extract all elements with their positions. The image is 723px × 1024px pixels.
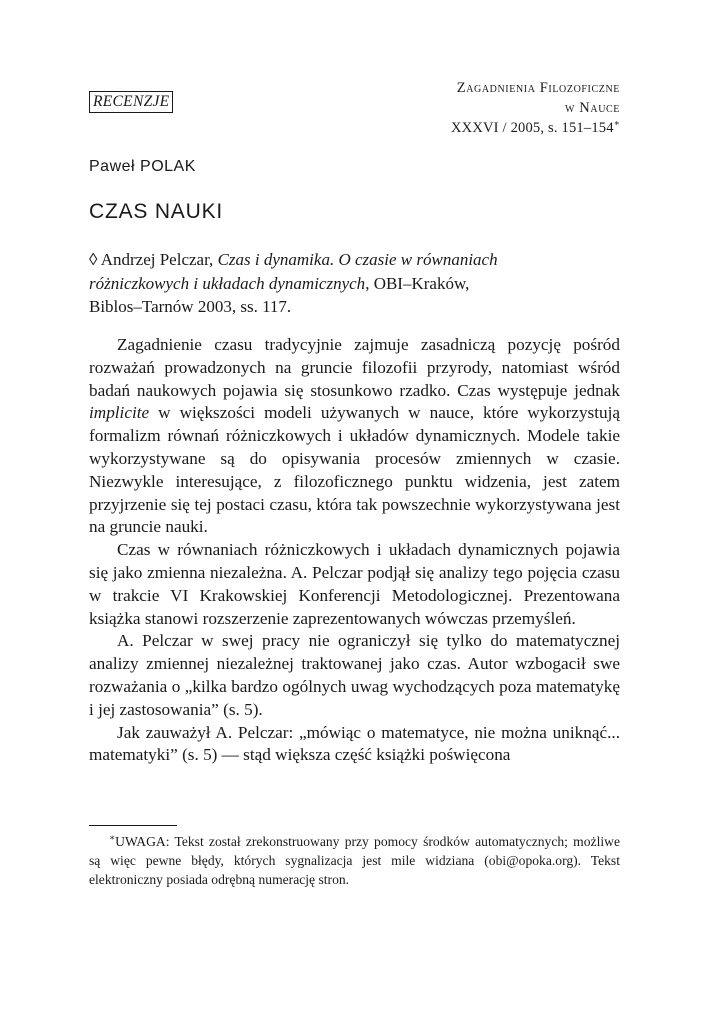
journal-name-line2: w Nauce — [565, 100, 620, 116]
reference-title-line2: różniczkowych i układach dynamicznych — [89, 273, 366, 293]
paragraph-2: Czas w równaniach różniczkowych i układach dynamicznych pojawia się jako zmienna niezależna. A. Pelczar podjął się analizy tego pojęcia czasu w trakcie VI Krakowskiej Konferencji Metodologicznej. Prezentowana książka stanowi rozszerzenie zaprezentowanych wówczas przemyśleń. — [89, 540, 620, 628]
paragraph-1-italic: implicite — [89, 403, 150, 423]
footnote-divider — [89, 825, 177, 826]
footnote — [89, 832, 620, 889]
issue-info — [451, 118, 620, 138]
reference-publisher-2: Biblos–Tarnów 2003, ss. 117. — [89, 297, 292, 317]
reference-author: Andrzej Pelczar, — [100, 250, 214, 269]
paragraph-3: A. Pelczar w swej pracy nie ograniczył się tylko do matematycznej analizy zmiennej niezależnej traktowanej jako czas. Autor wzbogacił swe rozważania o „kilka bardzo ogólnych uwag wychodzących poza matematykę i jej zastosowania” (s. 5). — [89, 631, 620, 719]
paragraph-4: Jak zauważył A. Pelczar: „mówiąc o matematyce, nie można uniknąć... matematyki” (s. 5) — stąd większa część książki poświęcona — [89, 722, 620, 765]
issue-line: XXXVI / 2005, s. 151–154 — [450, 120, 614, 136]
footnote-text: UWAGA: Tekst został zrekonstruowany przy pomocy środków automatycznych; możliwe są więc pewne błędy, których sygnalizacja jest mile widziana (obi@opoka.org). Tekst elektroniczny posiada odrębną numerację stron. — [89, 834, 620, 887]
journal-header — [451, 78, 620, 138]
diamond-icon: ◊ — [89, 250, 98, 269]
paragraph-1-text-b: w większości modeli używanych w nauce, które wykorzystują formalizm równań różniczkowych i układów dynamicznych. Modele takie wykorzystywane są do opisywania procesów zmiennych w czasie. Niezwykle interesujące, z filozoficznego punktu widzenia, jest zatem przyjrzenie się tej postaci czasu, która tak powszechnie wykorzystywana jest na gruncie nauki. — [89, 403, 620, 537]
journal-name-line1: Zagadnienia Filozoficzne — [456, 80, 620, 96]
paragraph-1 — [89, 334, 620, 539]
article-title: CZAS NAUKI — [89, 200, 224, 223]
reference-publisher-1: , OBI–Kraków, — [365, 273, 470, 293]
paragraph-1-text-a: Zagadnienie czasu tradycyjnie zajmuje zasadniczą pozycję pośród rozważań prowadzonych na gruncie filozofii przyrody, natomiast wśród badań naukowych pojawia się stosunkowo rzadko. Czas występuje jednak — [89, 335, 620, 400]
book-reference — [89, 248, 620, 319]
section-label: RECENZJE — [89, 91, 173, 113]
footnote-marker: ∗ — [109, 832, 116, 843]
article-body — [89, 334, 620, 767]
article-author: Paweł POLAK — [89, 158, 196, 175]
footnote-paragraph — [89, 832, 620, 889]
reference-title-line1: Czas i dynamika. O czasie w równaniach — [217, 250, 498, 269]
issue-footnote-marker: ∗ — [613, 118, 620, 129]
document-page — [89, 0, 620, 1024]
